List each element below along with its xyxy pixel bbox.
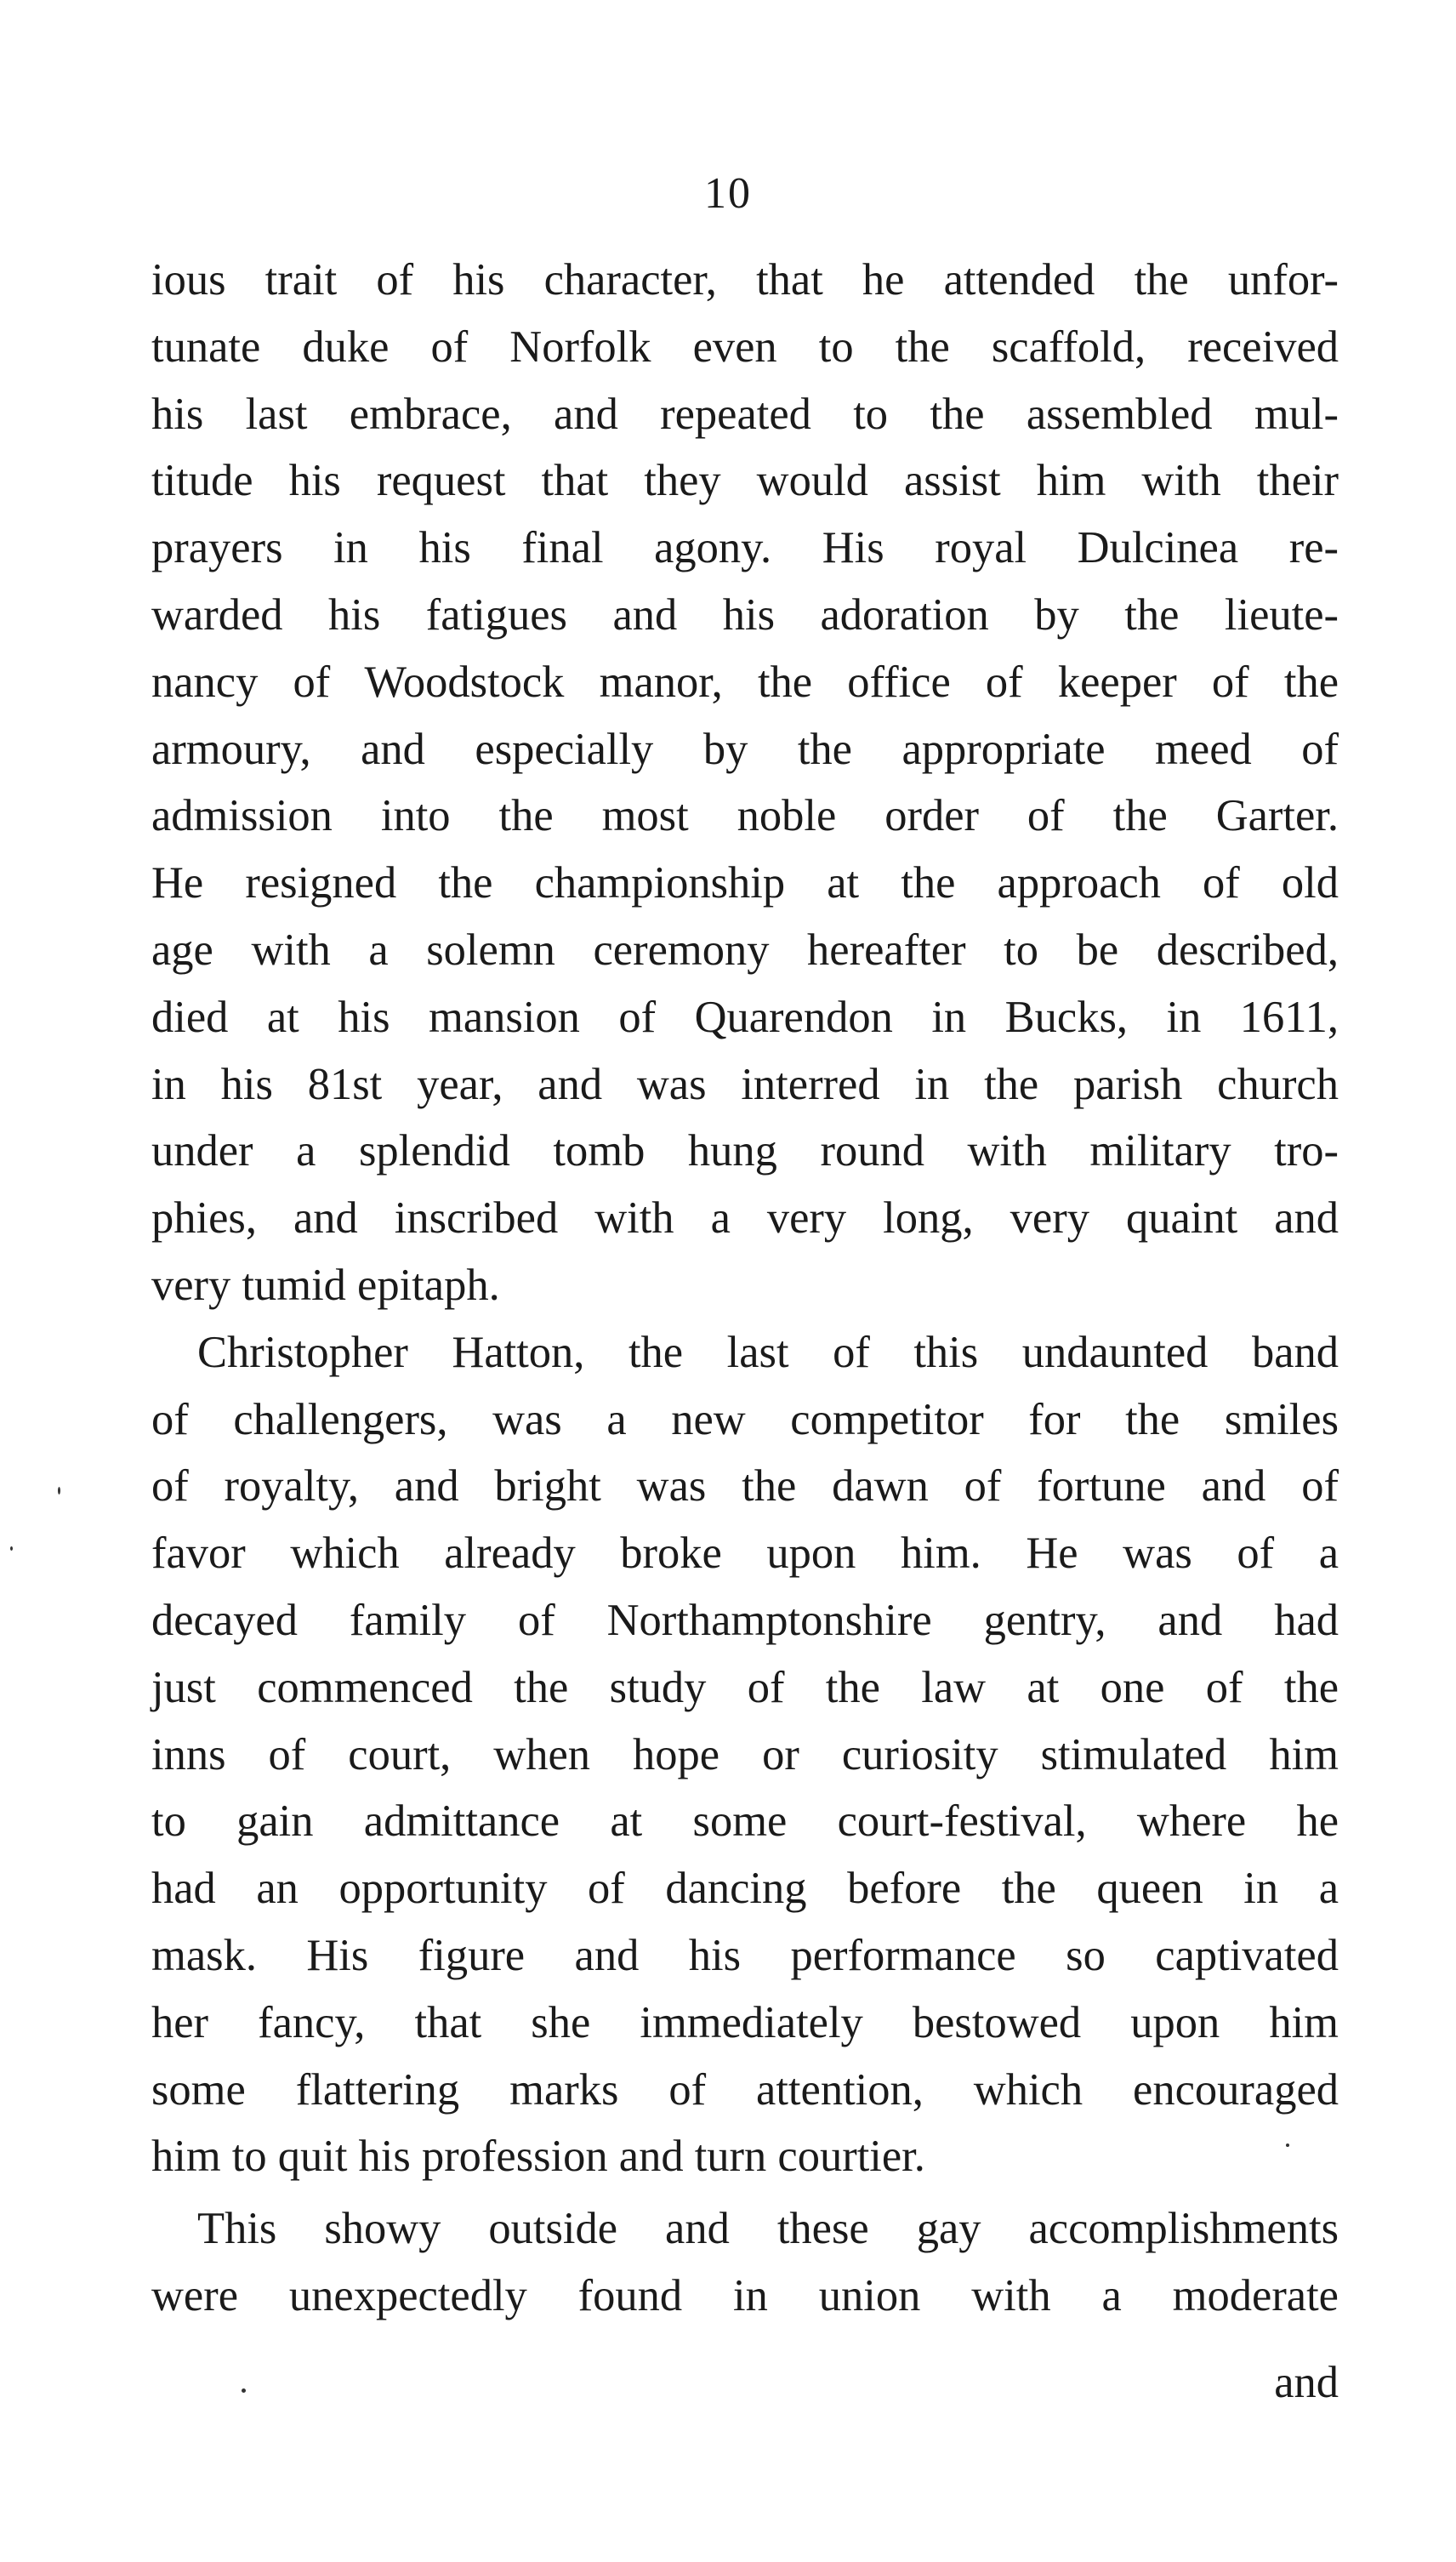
text-line: to gain admittance at some court-festival, where he <box>151 1796 1339 1847</box>
text-line: him to quit his profession and turn courtier. <box>151 2132 925 2182</box>
ink-speck <box>242 2388 246 2393</box>
text-line: prayers in his final agony. His royal Dulcinea re- <box>151 523 1339 573</box>
text-line: favor which already broke upon him. He was of a <box>151 1529 1339 1579</box>
text-line: her fancy, that she immediately bestowed upon him <box>151 1997 1339 2047</box>
paragraph <box>151 247 1339 1319</box>
text-line: just commenced the study of the law at one of the <box>151 1662 1339 1712</box>
text-line: armoury, and especially by the appropriate meed of <box>151 724 1339 774</box>
ink-speck <box>10 1546 13 1551</box>
text-line: some flattering marks of attention, which encouraged <box>151 2064 1339 2115</box>
text-line: Christopher Hatton, the last of this undaunted band <box>197 1327 1339 1377</box>
text-line: died at his mansion of Quarendon in Bucks, in 1611, <box>151 992 1339 1042</box>
text-line: ious trait of his character, that he attended the unfor- <box>151 255 1339 305</box>
paragraph <box>151 2195 1339 2330</box>
text-line: had an opportunity of dancing before the queen in a <box>151 1864 1339 1914</box>
ink-speck <box>1286 2144 1289 2147</box>
text-line: age with a solemn ceremony hereafter to be described, <box>151 925 1339 975</box>
text-line: He resigned the championship at the approach of old <box>151 858 1339 908</box>
catchword: and <box>1274 2358 1339 2407</box>
text-line: inns of court, when hope or curiosity stimulated him <box>151 1729 1339 1779</box>
text-line: very tumid epitaph. <box>151 1260 500 1310</box>
text-line: nancy of Woodstock manor, the office of keeper of the <box>151 657 1339 707</box>
text-line: titude his request that they would assist him with their <box>151 456 1339 506</box>
body-text <box>151 247 1339 2330</box>
text-line: his last embrace, and repeated to the assembled mul- <box>151 389 1339 439</box>
text-line: of challengers, was a new competitor for the smiles <box>151 1394 1339 1444</box>
text-line: admission into the most noble order of the Garter. <box>151 791 1339 841</box>
page-number: 10 <box>704 169 752 218</box>
text-line: phies, and inscribed with a very long, very quaint and <box>151 1193 1339 1244</box>
ink-speck <box>58 1487 60 1494</box>
text-line: under a splendid tomb hung round with military tro- <box>151 1126 1339 1176</box>
text-line: tunate duke of Norfolk even to the scaffold, received <box>151 322 1339 372</box>
text-line: were unexpectedly found in union with a moderate <box>151 2270 1339 2320</box>
text-line: in his 81st year, and was interred in the parish church <box>151 1059 1339 1109</box>
text-line: warded his fatigues and his adoration by the lieute- <box>151 589 1339 640</box>
text-line: of royalty, and bright was the dawn of fortune and of <box>151 1461 1339 1512</box>
text-line: mask. His figure and his performance so captivated <box>151 1930 1339 1980</box>
text-line: decayed family of Northamptonshire gentry, and had <box>151 1595 1339 1645</box>
text-line: This showy outside and these gay accomplishments <box>197 2204 1339 2254</box>
paragraph <box>151 1319 1339 2190</box>
